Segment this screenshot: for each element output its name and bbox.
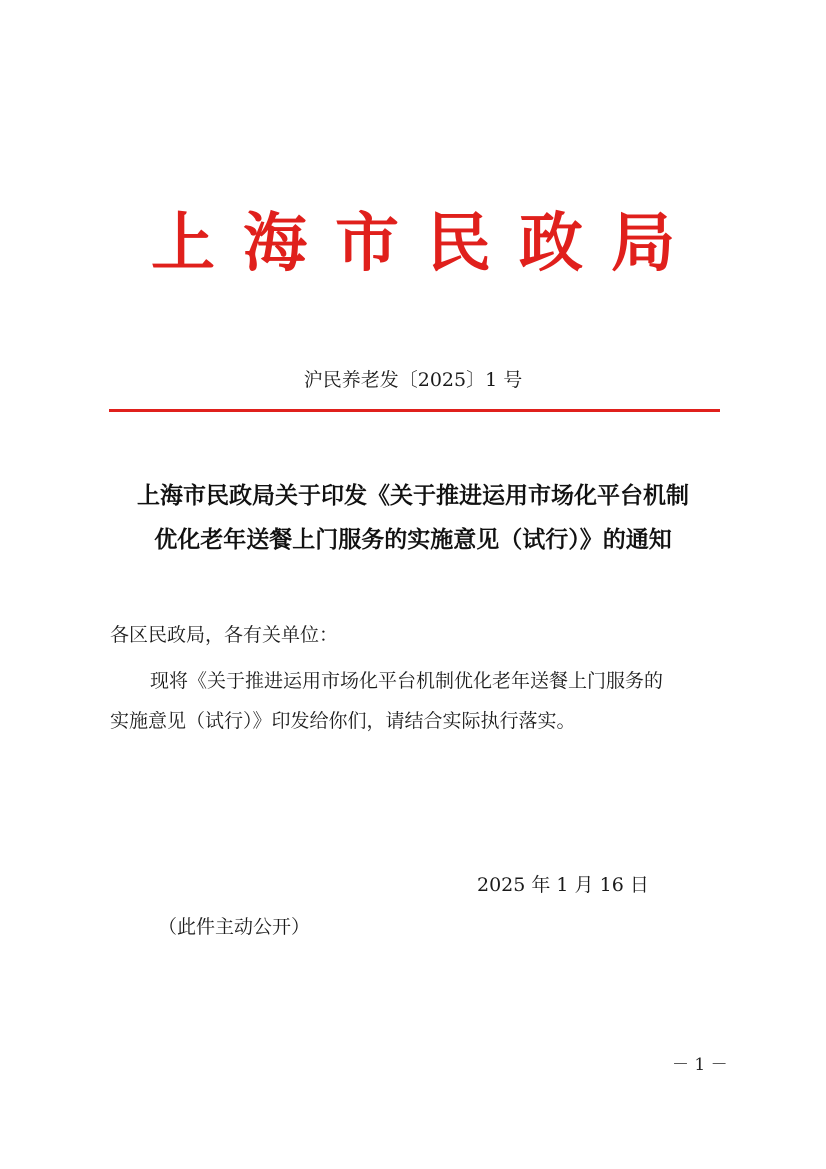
body-paragraph [110, 661, 718, 741]
notice-title-line-2: 优化老年送餐上门服务的实施意见（试行）》的通知 [154, 527, 672, 553]
agency-masthead: 上海市民政局 [151, 206, 703, 281]
publicity-note: （此件主动公开） [158, 916, 311, 938]
body-paragraph-line-1: 现将《关于推进运用市场化平台机制优化老年送餐上门服务的 [150, 670, 664, 692]
page-number: － 1 － [672, 1055, 728, 1075]
notice-title-line-1: 上海市民政局关于印发《关于推进运用市场化平台机制 [137, 483, 689, 509]
salutation: 各区民政局，各有关单位： [110, 624, 339, 646]
body-paragraph-line-2: 实施意见（试行）》印发给你们，请结合实际执行落实。 [110, 710, 576, 732]
issue-date: 2025 年 1 月 16 日 [477, 874, 649, 896]
notice-title [100, 474, 726, 562]
document-number: 沪民养老发〔2025〕1 号 [303, 369, 523, 391]
red-divider-line [109, 409, 720, 412]
